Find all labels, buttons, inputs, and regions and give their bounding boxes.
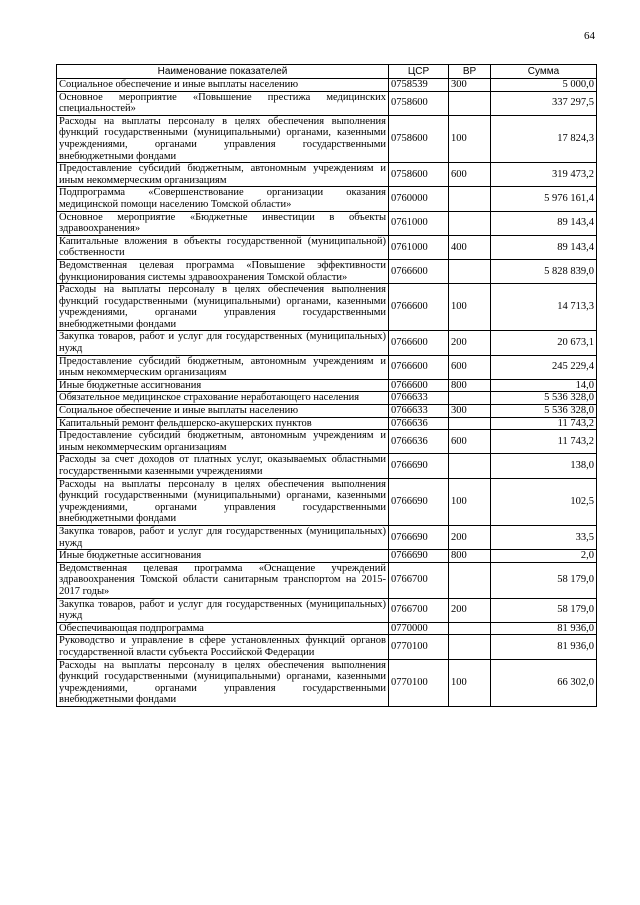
cell-vr: 300: [449, 405, 491, 418]
cell-sum: 138,0: [491, 454, 597, 478]
table-row: [57, 235, 597, 259]
cell-vr: [449, 211, 491, 235]
cell-name: Подпрограмма «Совершенствование организации оказания медицинской помощи населению Томской области»: [57, 187, 389, 211]
table-row: [57, 417, 597, 430]
table-row: [57, 430, 597, 454]
cell-vr: [449, 392, 491, 405]
cell-sum: 20 673,1: [491, 331, 597, 355]
cell-csr: 0766600: [389, 355, 449, 379]
cell-name: Капитальный ремонт фельдшерско-акушерских пунктов: [57, 417, 389, 430]
cell-csr: 0770100: [389, 635, 449, 659]
table-row: [57, 163, 597, 187]
cell-vr: 100: [449, 478, 491, 525]
cell-vr: 100: [449, 659, 491, 706]
cell-vr: 400: [449, 235, 491, 259]
cell-vr: 800: [449, 550, 491, 563]
cell-vr: [449, 562, 491, 598]
table-row: [57, 405, 597, 418]
cell-name: Расходы на выплаты персоналу в целях обеспечения выполнения функций государственными (муниципальными) органами, казенными учреждениями, органами управления государственными внебюджетными фондами: [57, 284, 389, 331]
cell-sum: 245 229,4: [491, 355, 597, 379]
cell-sum: 66 302,0: [491, 659, 597, 706]
cell-vr: 300: [449, 79, 491, 92]
cell-name: Основное мероприятие «Бюджетные инвестиции в объекты здравоохранения»: [57, 211, 389, 235]
cell-vr: [449, 417, 491, 430]
cell-csr: 0758539: [389, 79, 449, 92]
table-row: [57, 622, 597, 635]
table-row: [57, 454, 597, 478]
table-row: [57, 562, 597, 598]
cell-vr: 600: [449, 355, 491, 379]
cell-vr: [449, 187, 491, 211]
cell-sum: 89 143,4: [491, 235, 597, 259]
cell-name: Расходы на выплаты персоналу в целях обеспечения выполнения функций государственными (муниципальными) органами, казенными учреждениями, органами управления государственными внебюджетными фондами: [57, 659, 389, 706]
table-row: [57, 259, 597, 283]
cell-csr: 0758600: [389, 115, 449, 162]
cell-sum: 58 179,0: [491, 598, 597, 622]
cell-name: Иные бюджетные ассигнования: [57, 550, 389, 563]
cell-csr: 0761000: [389, 235, 449, 259]
cell-vr: [449, 622, 491, 635]
table-row: [57, 331, 597, 355]
cell-csr: 0766633: [389, 405, 449, 418]
cell-name: Иные бюджетные ассигнования: [57, 379, 389, 392]
cell-vr: 200: [449, 525, 491, 549]
table-row: [57, 91, 597, 115]
cell-name: Предоставление субсидий бюджетным, автономным учреждениям и иным некоммерческим организациям: [57, 163, 389, 187]
cell-name: Основное мероприятие «Повышение престижа медицинских специальностей»: [57, 91, 389, 115]
table-row: [57, 211, 597, 235]
cell-sum: 89 143,4: [491, 211, 597, 235]
cell-sum: 5 536 328,0: [491, 392, 597, 405]
cell-sum: 5 536 328,0: [491, 405, 597, 418]
table-row: [57, 659, 597, 706]
cell-name: Руководство и управление в сфере установленных функций органов государственной власти субъекта Российской Федерации: [57, 635, 389, 659]
cell-name: Социальное обеспечение и иные выплаты населению: [57, 79, 389, 92]
cell-name: Обеспечивающая подпрограмма: [57, 622, 389, 635]
cell-sum: 5 828 839,0: [491, 259, 597, 283]
table-row: [57, 392, 597, 405]
cell-csr: 0766600: [389, 259, 449, 283]
table-row: [57, 635, 597, 659]
cell-name: Закупка товаров, работ и услуг для государственных (муниципальных) нужд: [57, 598, 389, 622]
cell-name: Обязательное медицинское страхование неработающего населения: [57, 392, 389, 405]
table-row: [57, 284, 597, 331]
cell-sum: 5 000,0: [491, 79, 597, 92]
cell-csr: 0766600: [389, 331, 449, 355]
cell-sum: 5 976 161,4: [491, 187, 597, 211]
cell-vr: 100: [449, 284, 491, 331]
cell-vr: [449, 454, 491, 478]
cell-csr: 0766600: [389, 379, 449, 392]
page-number: 64: [584, 30, 595, 42]
cell-name: Расходы за счет доходов от платных услуг, оказываемых областными государственными казенными учреждениями: [57, 454, 389, 478]
table-row: [57, 355, 597, 379]
cell-csr: 0758600: [389, 163, 449, 187]
table-row: [57, 550, 597, 563]
cell-sum: 14,0: [491, 379, 597, 392]
cell-name: Предоставление субсидий бюджетным, автономным учреждениям и иным некоммерческим организациям: [57, 430, 389, 454]
column-header-vr: ВР: [449, 65, 491, 79]
cell-csr: 0766633: [389, 392, 449, 405]
cell-sum: 2,0: [491, 550, 597, 563]
cell-csr: 0761000: [389, 211, 449, 235]
cell-csr: 0770000: [389, 622, 449, 635]
cell-sum: 319 473,2: [491, 163, 597, 187]
cell-vr: [449, 635, 491, 659]
cell-csr: 0770100: [389, 659, 449, 706]
cell-name: Социальное обеспечение и иные выплаты населению: [57, 405, 389, 418]
cell-vr: 600: [449, 163, 491, 187]
cell-sum: 81 936,0: [491, 635, 597, 659]
cell-name: Ведомственная целевая программа «Повышение эффективности функционирования системы здравоохранения Томской области»: [57, 259, 389, 283]
cell-name: Закупка товаров, работ и услуг для государственных (муниципальных) нужд: [57, 525, 389, 549]
cell-sum: 11 743,2: [491, 430, 597, 454]
cell-csr: 0760000: [389, 187, 449, 211]
cell-name: Предоставление субсидий бюджетным, автономным учреждениям и иным некоммерческим организациям: [57, 355, 389, 379]
cell-sum: 337 297,5: [491, 91, 597, 115]
cell-csr: 0766600: [389, 284, 449, 331]
cell-sum: 81 936,0: [491, 622, 597, 635]
cell-name: Расходы на выплаты персоналу в целях обеспечения выполнения функций государственными (муниципальными) органами, казенными учреждениями, органами управления государственными внебюджетными фондами: [57, 115, 389, 162]
cell-vr: 800: [449, 379, 491, 392]
table-row: [57, 379, 597, 392]
cell-csr: 0766636: [389, 417, 449, 430]
cell-sum: 17 824,3: [491, 115, 597, 162]
cell-csr: 0766690: [389, 550, 449, 563]
cell-csr: 0766700: [389, 598, 449, 622]
column-header-csr: ЦСР: [389, 65, 449, 79]
table-row: [57, 187, 597, 211]
cell-csr: 0758600: [389, 91, 449, 115]
budget-table: [56, 64, 597, 707]
table-row: [57, 478, 597, 525]
cell-sum: 58 179,0: [491, 562, 597, 598]
table-row: [57, 79, 597, 92]
cell-vr: 600: [449, 430, 491, 454]
table-row: [57, 115, 597, 162]
cell-name: Закупка товаров, работ и услуг для государственных (муниципальных) нужд: [57, 331, 389, 355]
cell-csr: 0766690: [389, 454, 449, 478]
cell-vr: [449, 259, 491, 283]
cell-vr: 100: [449, 115, 491, 162]
cell-name: Капитальные вложения в объекты государственной (муниципальной) собственности: [57, 235, 389, 259]
cell-csr: 0766690: [389, 525, 449, 549]
cell-name: Ведомственная целевая программа «Оснащение учреждений здравоохранения Томской области санитарным транспортом на 2015-2017 годы»: [57, 562, 389, 598]
table-header-row: [57, 65, 597, 79]
cell-sum: 14 713,3: [491, 284, 597, 331]
cell-csr: 0766690: [389, 478, 449, 525]
cell-vr: [449, 91, 491, 115]
cell-vr: 200: [449, 331, 491, 355]
column-header-name: Наименование показателей: [57, 65, 389, 79]
table-row: [57, 525, 597, 549]
cell-sum: 102,5: [491, 478, 597, 525]
cell-csr: 0766636: [389, 430, 449, 454]
cell-vr: 200: [449, 598, 491, 622]
table-body: [57, 79, 597, 707]
cell-name: Расходы на выплаты персоналу в целях обеспечения выполнения функций государственными (муниципальными) органами, казенными учреждениями, органами управления государственными внебюджетными фондами: [57, 478, 389, 525]
cell-sum: 33,5: [491, 525, 597, 549]
cell-sum: 11 743,2: [491, 417, 597, 430]
column-header-sum: Сумма: [491, 65, 597, 79]
cell-csr: 0766700: [389, 562, 449, 598]
table-row: [57, 598, 597, 622]
